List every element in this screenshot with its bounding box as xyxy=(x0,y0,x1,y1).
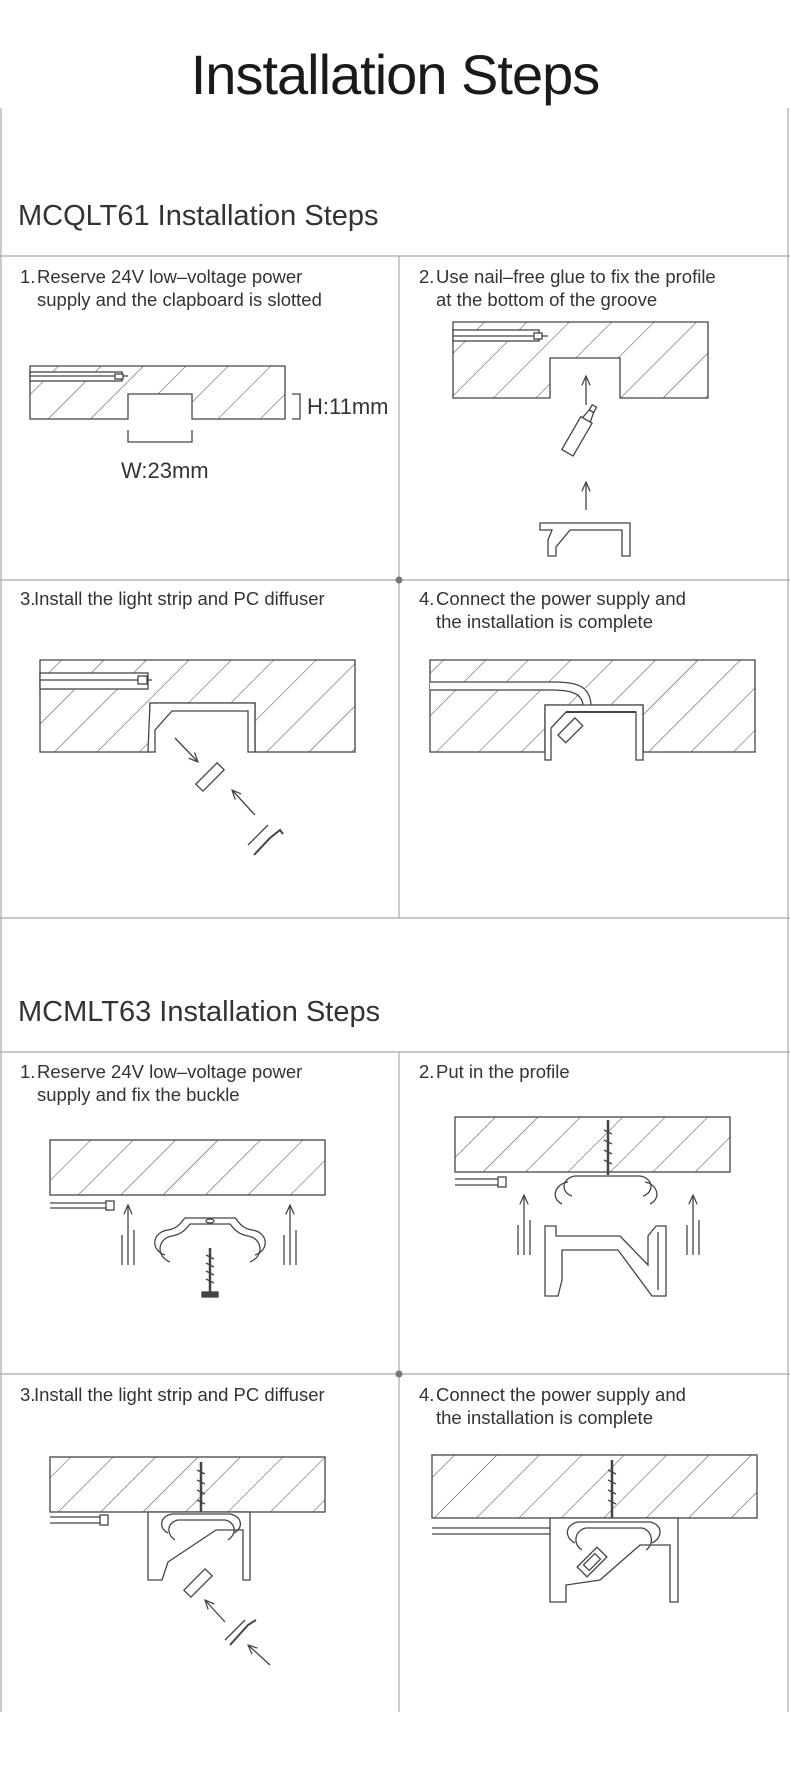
section-title-mcmlt63: MCMLT63 Installation Steps xyxy=(18,996,381,1028)
screw-icon xyxy=(202,1248,218,1297)
profile-icon xyxy=(540,523,630,556)
step-number: 3. xyxy=(20,1384,36,1405)
step-number: 1. xyxy=(20,1061,36,1082)
diagram-s2-profile xyxy=(455,1117,730,1296)
step-number: 2. xyxy=(419,266,435,287)
glue-tube-icon xyxy=(562,403,600,456)
diagram-s2-install-strip xyxy=(50,1457,325,1665)
step-text: Use nail–free glue to fix the profile at the bottom of the groove xyxy=(436,266,716,310)
dimension-height-label: H:11mm xyxy=(307,394,389,419)
step-text: Reserve 24V low–voltage power supply and fix the buckle xyxy=(37,1061,303,1105)
section-title-mcqlt61: MCQLT61 Installation Steps xyxy=(18,200,379,232)
dimension-width-label: W:23mm xyxy=(121,458,209,483)
diagram-s1-install-strip xyxy=(40,660,355,855)
step-number: 2. xyxy=(419,1061,435,1082)
diagram-s1-glue xyxy=(453,322,708,556)
step-number: 3. xyxy=(20,588,36,609)
step-text: Connect the power supply and the installation is complete xyxy=(436,588,686,632)
grid-junction-dot xyxy=(396,1371,403,1378)
page-title: Installation Steps xyxy=(190,43,600,106)
step-text: Put in the profile xyxy=(436,1061,570,1082)
grid-junction-dot xyxy=(396,577,403,584)
step-number: 4. xyxy=(419,1384,435,1405)
step-number: 1. xyxy=(20,266,36,287)
step-text: Install the light strip and PC diffuser xyxy=(34,1384,325,1405)
profile-channel-icon xyxy=(545,1226,666,1296)
step-number: 4. xyxy=(419,588,435,609)
step-text: Install the light strip and PC diffuser xyxy=(34,588,325,609)
step-text: Reserve 24V low–voltage power supply and the clapboard is slotted xyxy=(37,266,322,310)
diagram-s1-complete xyxy=(430,660,755,760)
diagram-s2-complete xyxy=(432,1455,757,1602)
diagram-s1-slotted-board xyxy=(30,366,300,442)
diagram-s2-buckle xyxy=(50,1140,325,1297)
step-text: Connect the power supply and the installation is complete xyxy=(436,1384,686,1428)
